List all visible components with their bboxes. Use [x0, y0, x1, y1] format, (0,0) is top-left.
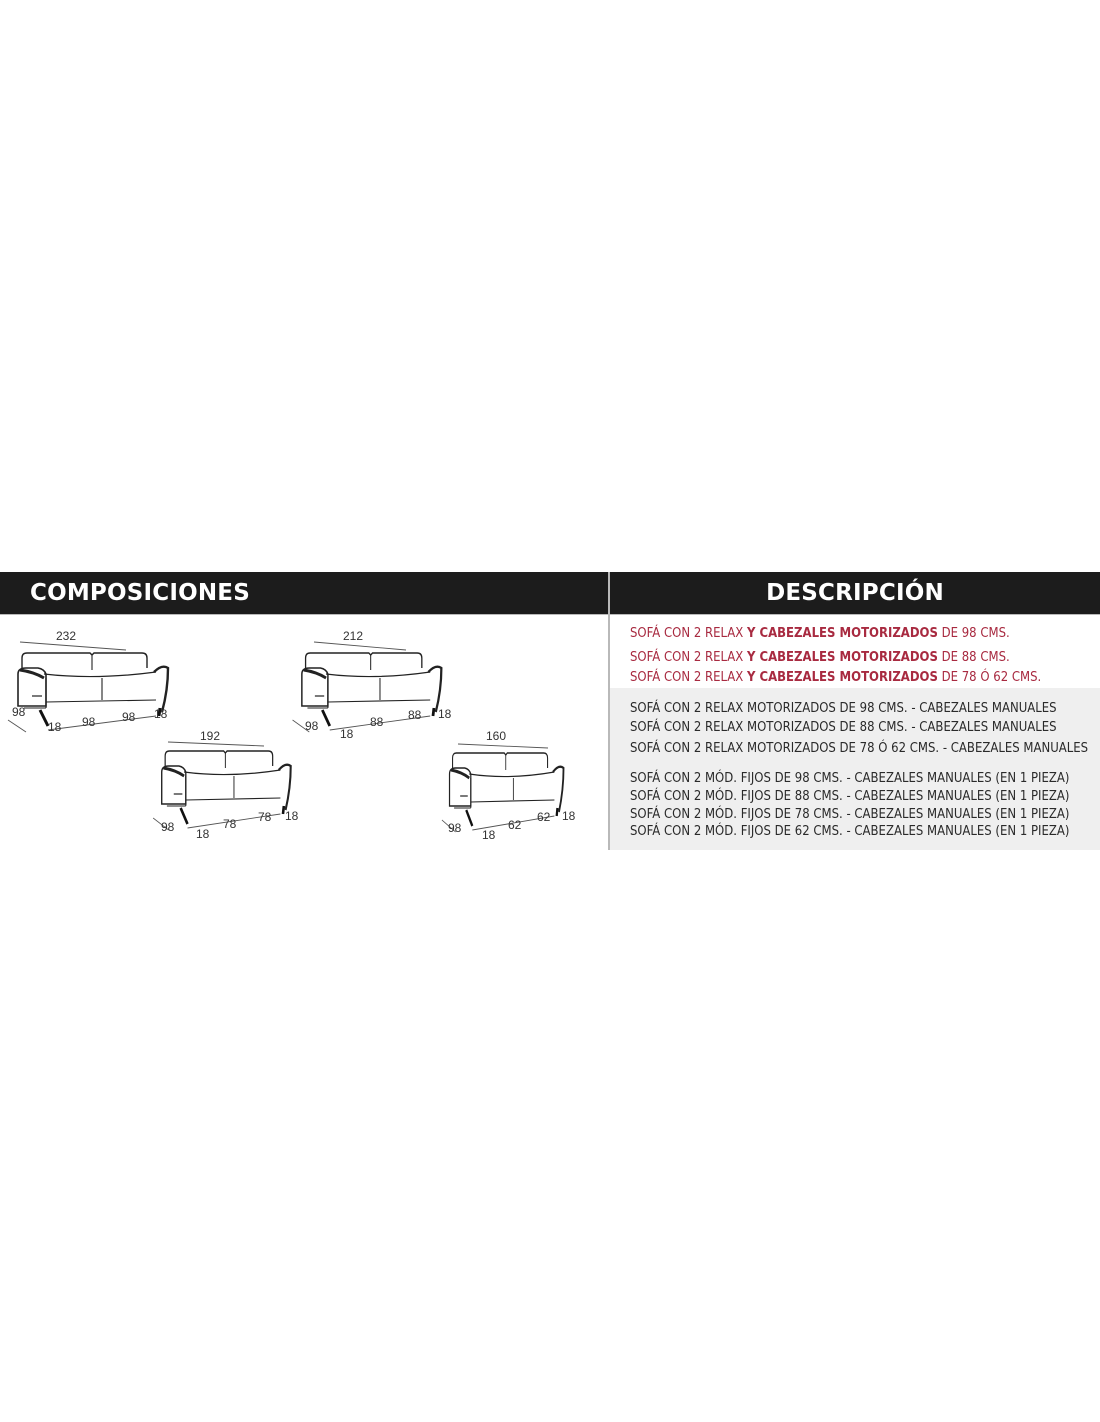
desc-motorized-relax-88: SOFÁ CON 2 RELAX MOTORIZADOS DE 88 CMS. - CABEZALES MANUALES	[630, 719, 1057, 735]
dim-seat-a-160: 62	[508, 818, 522, 832]
desc-motorized-headrests-88: SOFÁ CON 2 RELAX Y CABEZALES MOTORIZADOS DE 88 CMS.	[630, 649, 1010, 665]
desc-fixed-modules-78: SOFÁ CON 2 MÓD. FIJOS DE 78 CMS. - CABEZALES MANUALES (EN 1 PIEZA)	[630, 806, 1070, 822]
dim-width-192: 192	[200, 729, 221, 743]
description-header: DESCRIPCIÓN	[610, 572, 1100, 614]
dim-arm-right-212: 18	[438, 707, 452, 721]
dim-arm-left-212: 18	[340, 727, 354, 741]
dim-width-160: 160	[486, 729, 507, 743]
desc-fixed-modules-98: SOFÁ CON 2 MÓD. FIJOS DE 98 CMS. - CABEZALES MANUALES (EN 1 PIEZA)	[630, 770, 1070, 786]
compositions-header: COMPOSICIONES	[0, 572, 608, 614]
dim-seat-b-192: 78	[258, 810, 272, 824]
dim-width-232: 232	[56, 629, 77, 643]
dim-seat-a-212: 88	[370, 715, 384, 729]
dim-depth-160: 98	[448, 821, 462, 835]
dim-seat-a-192: 78	[223, 817, 237, 831]
desc-motorized-headrests-98: SOFÁ CON 2 RELAX Y CABEZALES MOTORIZADOS DE 98 CMS.	[630, 625, 1010, 641]
dim-depth-212: 98	[305, 719, 319, 733]
dim-arm-right-160: 18	[562, 809, 576, 823]
sofa-drawings	[0, 572, 608, 850]
dim-seat-a-232: 98	[82, 715, 96, 729]
desc-motorized-relax-98: SOFÁ CON 2 RELAX MOTORIZADOS DE 98 CMS. - CABEZALES MANUALES	[630, 700, 1057, 716]
dim-arm-left-160: 18	[482, 828, 496, 842]
dim-arm-left-232: 18	[48, 720, 62, 734]
dim-seat-b-160: 62	[537, 810, 551, 824]
dim-depth-192: 98	[161, 820, 175, 834]
dim-seat-b-212: 88	[408, 708, 422, 722]
dim-seat-b-232: 98	[122, 710, 136, 724]
column-divider	[608, 572, 610, 850]
dim-arm-left-192: 18	[196, 827, 210, 841]
desc-motorized-headrests-78-62: SOFÁ CON 2 RELAX Y CABEZALES MOTORIZADOS DE 78 Ó 62 CMS.	[630, 669, 1042, 685]
dim-depth-232: 98	[12, 705, 26, 719]
desc-fixed-modules-88: SOFÁ CON 2 MÓD. FIJOS DE 88 CMS. - CABEZALES MANUALES (EN 1 PIEZA)	[630, 788, 1070, 804]
desc-fixed-modules-62: SOFÁ CON 2 MÓD. FIJOS DE 62 CMS. - CABEZALES MANUALES (EN 1 PIEZA)	[630, 823, 1070, 839]
dim-arm-right-192: 18	[285, 809, 299, 823]
desc-motorized-relax-78-62: SOFÁ CON 2 RELAX MOTORIZADOS DE 78 Ó 62 CMS. - CABEZALES MANUALES	[630, 740, 1089, 756]
dim-width-212: 212	[343, 629, 364, 643]
compositions-panel	[0, 572, 1100, 850]
dim-arm-right-232: 18	[154, 707, 168, 721]
